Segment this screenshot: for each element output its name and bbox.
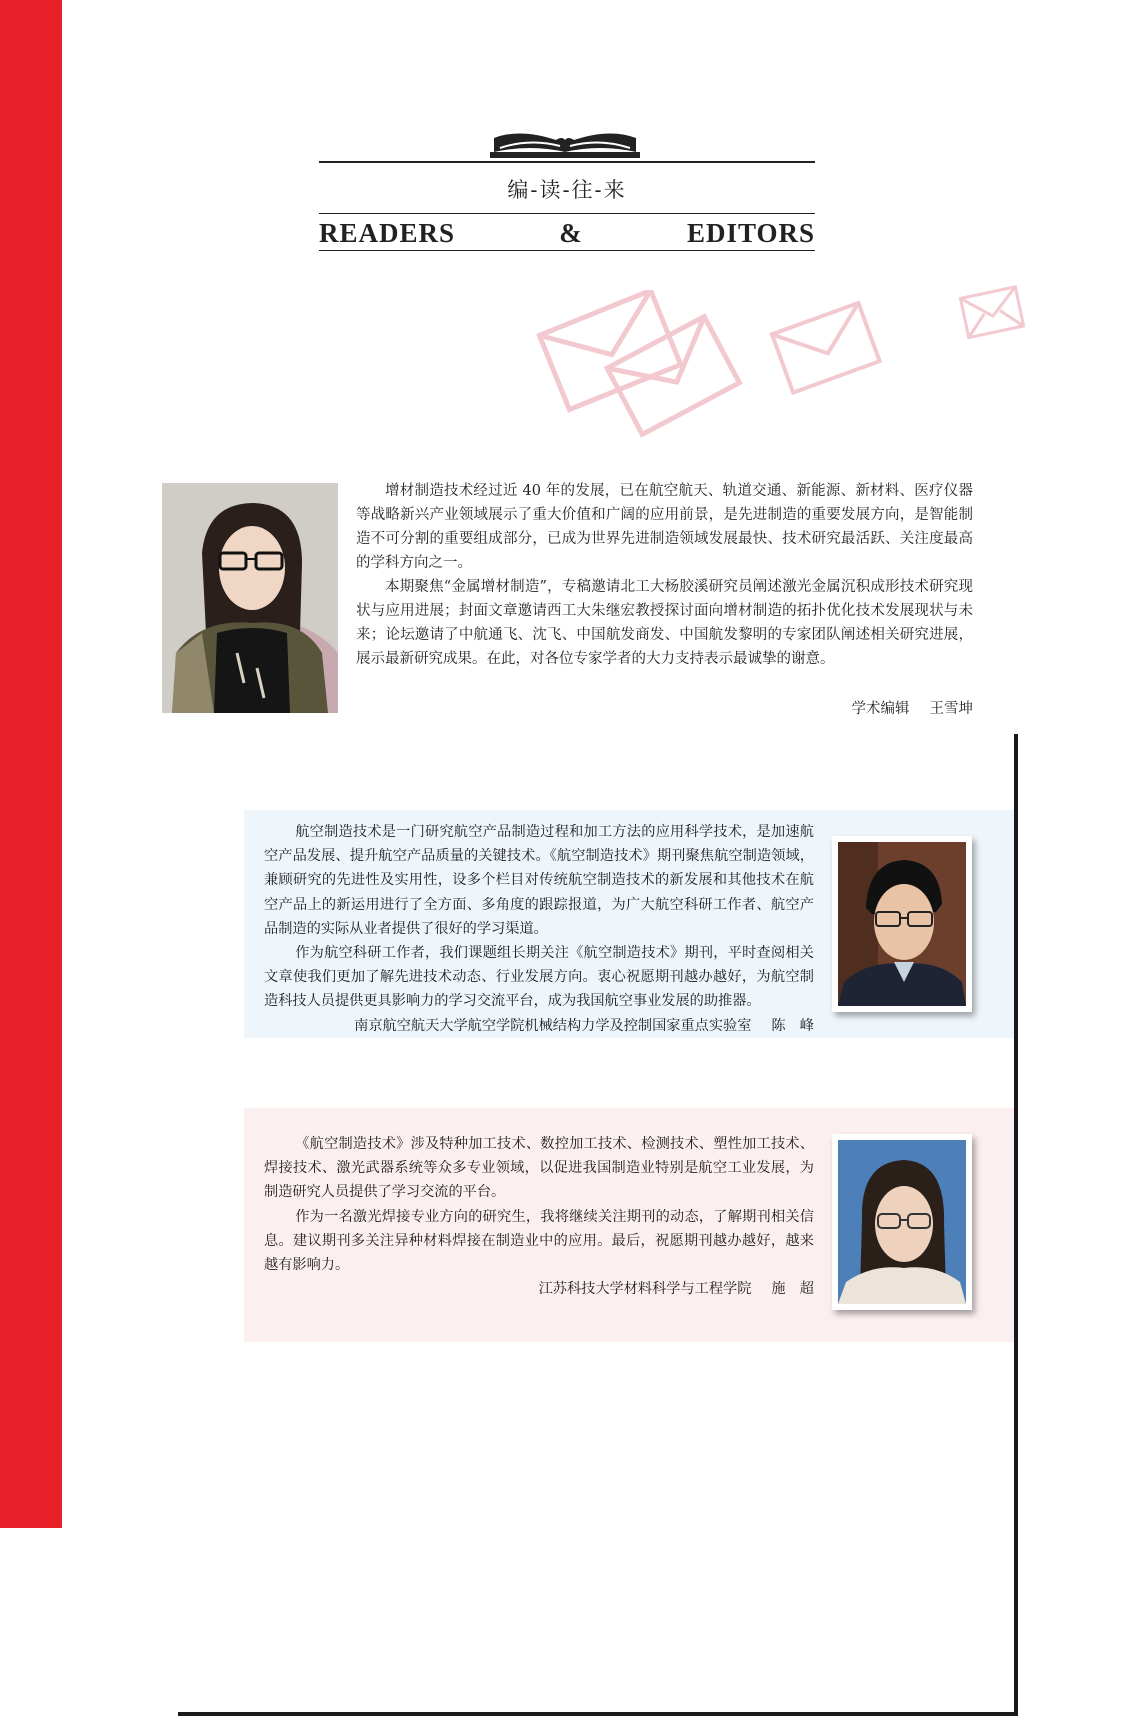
letter-body bbox=[264, 1132, 814, 1301]
letter-paragraph: 航空制造技术是一门研究航空产品制造过程和加工方法的应用科学技术，是加速航空产品发展、提升航空产品质量的关键技术。《航空制造技术》期刊聚焦航空制造领域，兼顾研究的先进性及实用性，设多个栏目对传统航空制造技术的新发展和其他技术在航空产品上的新运用进行了全方面、多角度的跟踪报道，为广大航空科研工作者、航空产品制造的实际从业者提供了很好的学习渠道。 bbox=[264, 824, 814, 937]
frame-line-right bbox=[1014, 734, 1018, 1716]
column-title-cn: 编-读-往-来 bbox=[507, 178, 627, 202]
letter-author: 施 超 bbox=[771, 1281, 814, 1298]
title-word: & bbox=[559, 218, 583, 248]
side-color-bar bbox=[0, 0, 62, 1528]
reader-letter bbox=[244, 1108, 1014, 1342]
reader-photo bbox=[832, 836, 972, 1012]
editor-paragraph: 增材制造技术经过近 40 年的发展，已在航空航天、轨道交通、新能源、新材料、医疗仪器等战略新兴产业领域展示了重大价值和广阔的应用前景，是先进制造的重要发展方向，是智能制造不可分割的重要组成部分，已成为世界先进制造领域发展最快、技术研究最活跃、关注度最高的学科方向之一。 bbox=[356, 483, 973, 571]
frame-line-bottom bbox=[178, 1712, 1018, 1716]
editor-photo bbox=[162, 483, 338, 713]
editor-name: 王雪坤 bbox=[929, 701, 973, 717]
letter-signature bbox=[264, 1014, 814, 1038]
title-word: EDITORS bbox=[686, 218, 815, 248]
editor-role: 学术编辑 bbox=[851, 701, 910, 717]
letter-paragraph: 《航空制造技术》涉及特种加工技术、数控加工技术、检测技术、塑性加工技术、焊接技术、激光武器系统等众多专业领域，以促进我国制造业特别是航空工业发展，为制造研究人员提供了学习交流的平台。 bbox=[264, 1136, 814, 1201]
letter-affiliation: 江苏科技大学材料科学与工程学院 bbox=[538, 1281, 752, 1298]
header-rule-bottom bbox=[319, 250, 815, 251]
envelope-icon bbox=[768, 298, 888, 398]
open-book-icon bbox=[490, 126, 640, 160]
letter-body bbox=[264, 820, 814, 1038]
envelope-icon bbox=[958, 282, 1028, 342]
editor-paragraph: 本期聚焦“金属增材制造”，专稿邀请北工大杨胶溪研究员阐述激光金属沉积成形技术研究现状与应用进展；封面文章邀请西工大朱继宏教授探讨面向增材制造的拓扑优化技术发展现状与未来；论坛邀请了中航通飞、沈飞、中国航发商发、中国航发黎明的专家团队阐述相关研究进展，展示最新研究成果。在此，对各位专家学者的大力支持表示最诚挚的谢意。 bbox=[356, 579, 973, 667]
reader-photo bbox=[832, 1134, 972, 1310]
column-title-en bbox=[319, 218, 815, 249]
header-rule-top bbox=[319, 161, 815, 163]
letter-author: 陈 峰 bbox=[771, 1017, 814, 1034]
letter-paragraph: 作为航空科研工作者，我们课题组长期关注《航空制造技术》期刊，平时查阅相关文章使我们更加了解先进技术动态、行业发展方向。衷心祝愿期刊越办越好，为航空制造科技人员提供更具影响力的学习交流平台，成为我国航空事业发展的助推器。 bbox=[264, 945, 814, 1010]
letter-signature bbox=[264, 1277, 814, 1301]
editor-signature bbox=[852, 697, 974, 718]
header-rule-mid bbox=[319, 213, 815, 214]
envelope-icon bbox=[530, 290, 750, 440]
letter-paragraph: 作为一名激光焊接专业方向的研究生，我将继续关注期刊的动态，了解期刊相关信息。建议期刊多关注异种材料焊接在制造业中的应用。最后，祝愿期刊越办越好，越来越有影响力。 bbox=[264, 1208, 814, 1274]
reader-letter bbox=[244, 810, 1014, 1038]
letter-affiliation: 南京航空航天大学航空学院机械结构力学及控制国家重点实验室 bbox=[354, 1017, 752, 1034]
editor-note bbox=[356, 479, 973, 671]
title-word: READERS bbox=[319, 218, 456, 248]
